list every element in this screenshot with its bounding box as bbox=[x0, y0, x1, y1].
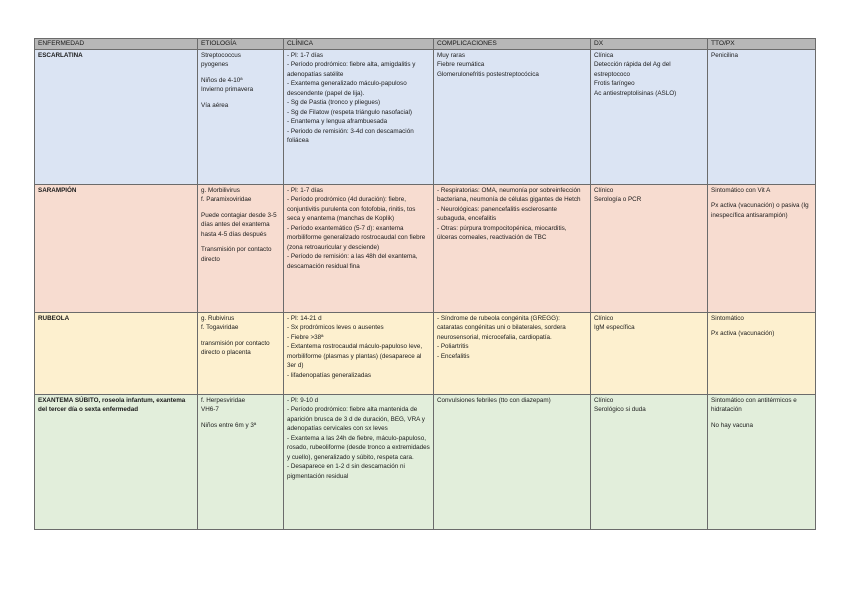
tto-paragraph: Penicilina bbox=[711, 52, 738, 59]
cell-etiologia bbox=[198, 50, 284, 185]
etiologia-paragraph: g. Rubivirus f. Togaviridae bbox=[201, 315, 239, 332]
complicaciones-list bbox=[437, 186, 587, 243]
clinica-item: - Sx prodrómicos leves o ausentes bbox=[287, 324, 384, 332]
clinica-item: - Sg de Pastia (tronco y pliegues) bbox=[287, 99, 381, 107]
cell-complicaciones bbox=[434, 50, 591, 185]
etiologia-paragraph: Niños de 4-10ª Invierno primavera bbox=[201, 76, 254, 94]
cell-enfermedad: ESCARLATINA bbox=[35, 50, 198, 185]
cell-etiologia bbox=[198, 185, 284, 313]
cell-clinica bbox=[284, 395, 434, 530]
complicaciones-item: - Encefalitis bbox=[437, 352, 470, 360]
complicaciones-item: - Síndrome de rubeola congénita (GREGG): cataratas congénitas uni o bilaterales, sordera neurosensorial, microcefalia, cardiopatía. bbox=[437, 315, 566, 341]
clinica-item: - Desaparece en 1-2 d sin descamación ni pigmentación residual bbox=[287, 463, 405, 480]
clinica-list bbox=[287, 314, 430, 380]
tto-paragraph: No hay vacuna bbox=[711, 421, 754, 429]
clinica-item: - PI: 1-7 días bbox=[287, 52, 324, 59]
table-row-rubeola bbox=[35, 313, 816, 395]
dx-paragraph: Clínico IgM específica bbox=[594, 315, 635, 332]
clinica-item: - Exantema a las 24h de fiebre, máculo-papuloso, rosado, rubeoliforme (desde tronco a extremidades y cuello), generalizado y súbito, respeta cara. bbox=[287, 434, 430, 461]
table-row-escarlatina bbox=[35, 50, 816, 185]
tto-paragraph: Px activa (vacunación) bbox=[711, 330, 775, 338]
clinica-item: - PI: 14-21 d bbox=[287, 315, 322, 322]
clinica-item: - Enantema y lengua aframbuesada bbox=[287, 118, 388, 126]
cell-dx bbox=[591, 313, 708, 395]
clinica-list bbox=[287, 51, 430, 145]
cell-etiologia bbox=[198, 313, 284, 395]
dx-paragraph: Clínica Detección rápida del Ag del estreptococo Frotis faríngeo Ac antiestreptolisinas (ASLO) bbox=[594, 52, 677, 97]
clinica-list bbox=[287, 186, 430, 271]
clinica-item: - Período prodrómico (4d duración): fiebre, conjuntivitis purulenta con fotofobia, rinitis, tos seca y enantema (manchas de Koplik) bbox=[287, 196, 416, 223]
tto-paragraph: Sintomático bbox=[711, 315, 744, 322]
complicaciones-list bbox=[437, 314, 587, 361]
clinica-item: - Exantema generalizado máculo-papuloso descendente (papel de lija). bbox=[287, 80, 407, 97]
header-etiologia: ETIOLOGÍA bbox=[198, 39, 284, 50]
tto-paragraph: Px activa (vacunación) o pasiva (Ig inespecífica antisarampión) bbox=[711, 202, 809, 219]
complicaciones-paragraph: Convulsiones febriles (tto con diazepam) bbox=[437, 397, 551, 404]
cell-clinica bbox=[284, 313, 434, 395]
header-clinica: CLÍNICA bbox=[284, 39, 434, 50]
table-body bbox=[35, 50, 816, 530]
clinica-item: - Período exantemático (5-7 d): exantema morbiliforme generalizado rostrocaudal con fiebre (zona retroauricular y desciende) bbox=[287, 224, 426, 251]
clinica-item: - lifadenopatías generalizadas bbox=[287, 371, 372, 379]
etiologia-paragraph: transmisión por contacto directo o placenta bbox=[201, 339, 270, 357]
clinica-item: - Período de remisión: a las 48h del exantema, descamación residual fina bbox=[287, 253, 418, 270]
clinica-item: - Extantema rostrocaudal máculo-papuloso leve, morbiliforme (plasmas y plantas) (desaparece al 3er d) bbox=[287, 343, 423, 370]
cell-complicaciones bbox=[434, 395, 591, 530]
complicaciones-item: - Neurológicas: panencefalitis esclerosante subaguda, encefalitis bbox=[437, 205, 558, 223]
clinica-item: - Sg de Filatow (respeta triángulo nasofacial) bbox=[287, 108, 412, 116]
header-complicaciones: COMPLICACIONES bbox=[434, 39, 591, 50]
cell-dx bbox=[591, 395, 708, 530]
diseases-table bbox=[34, 38, 816, 530]
cell-complicaciones bbox=[434, 185, 591, 313]
cell-dx bbox=[591, 50, 708, 185]
cell-complicaciones bbox=[434, 313, 591, 395]
cell-dx bbox=[591, 185, 708, 313]
cell-tto bbox=[708, 50, 816, 185]
etiologia-paragraph: Streptococcus pyogenes bbox=[201, 52, 241, 69]
dx-paragraph: Clínico Serológico si duda bbox=[594, 397, 646, 414]
clinica-item: - PI: 1-7 días bbox=[287, 187, 324, 194]
etiologia-paragraph: Puede contagiar desde 3-5 días antes del exantema hasta 4-5 días después bbox=[201, 211, 277, 238]
complicaciones-item: - Poliartritis bbox=[437, 343, 469, 351]
complicaciones-item: - Otras: púrpura trompocitopénica, miocarditis, úlceras corneales, reactivación de TBC bbox=[437, 224, 567, 242]
cell-clinica bbox=[284, 185, 434, 313]
complicaciones-item: - Respiratorias: OMA, neumonía por sobreinfección bacteriana, neumonía de células gigantes de Hetch bbox=[437, 187, 581, 204]
complicaciones-paragraph: Muy raras Fiebre reumática Glomerulonefritis postestreptocócica bbox=[437, 52, 539, 78]
cell-enfermedad: EXANTEMA SÚBITO, roseola infantum, exantema del tercer día o sexta enfermedad bbox=[35, 395, 198, 530]
clinica-item: - Periodo de remisión: 3-4d con descamación foliácea bbox=[287, 127, 414, 144]
header-enfermedad: ENFERMEDAD bbox=[35, 39, 198, 50]
table-row-sarampion bbox=[35, 185, 816, 313]
cell-enfermedad: RUBEOLA bbox=[35, 313, 198, 395]
etiologia-paragraph: Vía aérea bbox=[201, 101, 229, 109]
clinica-item: - PI: 9-10 d bbox=[287, 397, 319, 404]
cell-tto bbox=[708, 395, 816, 530]
clinica-item: - Período prodrómico: fiebre alta mantenida de aparición brusca de 3 d de duración, BEG, VRA y adenopatías cervicales con sx leves bbox=[287, 406, 425, 433]
cell-tto bbox=[708, 185, 816, 313]
cell-enfermedad: SARAMPIÓN bbox=[35, 185, 198, 313]
tto-paragraph: Sintomático con antitérmicos e hidratación bbox=[711, 397, 797, 414]
clinica-item: - Período prodrómico: fiebre alta, amigdalitis y adenopatías satélite bbox=[287, 61, 416, 78]
dx-paragraph: Clínico Serología o PCR bbox=[594, 187, 642, 204]
table-row-exantema-subito bbox=[35, 395, 816, 530]
table-header-row bbox=[35, 39, 816, 50]
header-tto-px: TTO/PX bbox=[708, 39, 816, 50]
cell-etiologia bbox=[198, 395, 284, 530]
tto-paragraph: Sintomático con Vit A bbox=[711, 187, 771, 194]
etiologia-paragraph: Niños entre 6m y 3ª bbox=[201, 421, 257, 429]
clinica-list bbox=[287, 396, 430, 481]
etiologia-paragraph: g. Morbilivirus f. Paramixoviridae bbox=[201, 187, 252, 204]
etiologia-paragraph: Transmisión por contacto directo bbox=[201, 246, 272, 263]
etiologia-paragraph: f. Herpesviridae VH6-7 bbox=[201, 397, 246, 414]
cell-tto bbox=[708, 313, 816, 395]
header-dx: DX bbox=[591, 39, 708, 50]
clinica-item: - Fiebre >38ª bbox=[287, 333, 324, 341]
cell-clinica bbox=[284, 50, 434, 185]
